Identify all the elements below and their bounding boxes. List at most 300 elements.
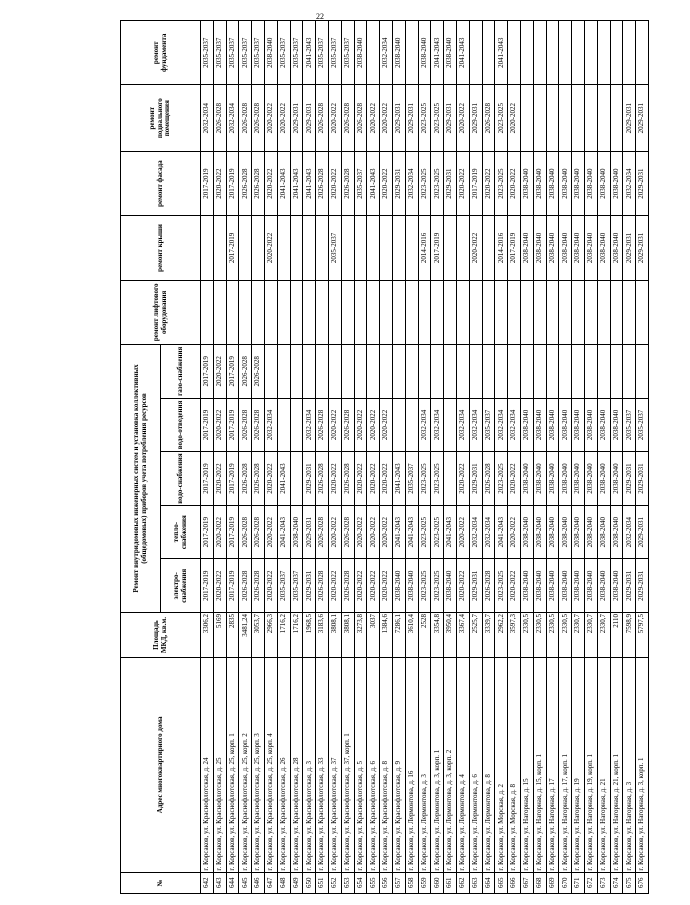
row-water-cell: 2038-2040 xyxy=(597,452,610,506)
row-roof-cell: 2038-2040 xyxy=(584,216,597,280)
row-num-cell: 666 xyxy=(508,872,521,893)
row-address-cell: г. Корсаков, ул. Краснофлотская, д. 25, корп. 4 xyxy=(264,658,277,872)
row-facade-cell: 2026-2028 xyxy=(316,151,329,215)
table-row xyxy=(201,21,214,894)
row-sewer-cell xyxy=(277,398,290,452)
row-roof-cell xyxy=(367,216,380,280)
row-address-cell: г. Корсаков, ул. Нагорная, д. 17 xyxy=(546,658,559,872)
row-electric-cell: 2029-2031 xyxy=(303,559,316,613)
row-roof-cell: 2017-2019 xyxy=(508,216,521,280)
row-lift-cell xyxy=(418,280,431,344)
row-foundation-cell: 2038-2040 xyxy=(392,21,405,85)
table-row xyxy=(367,21,380,894)
table-row xyxy=(328,21,341,894)
row-electric-cell: 2038-2040 xyxy=(572,559,585,613)
row-heat-cell: 2032-2034 xyxy=(469,505,482,559)
row-basement-cell xyxy=(559,85,572,151)
row-foundation-cell: 2035-2037 xyxy=(213,21,226,85)
row-num-cell: 664 xyxy=(482,872,495,893)
row-address-cell: г. Корсаков, ул. Морская, д. 2 xyxy=(495,658,508,872)
row-facade-cell: 2038-2040 xyxy=(533,151,546,215)
row-num-cell: 662 xyxy=(456,872,469,893)
row-electric-cell: 2020-2022 xyxy=(354,559,367,613)
row-address-cell: г. Корсаков, ул. Краснофлотская, д. 28 xyxy=(290,658,303,872)
row-lift-cell xyxy=(623,280,636,344)
row-lift-cell xyxy=(354,280,367,344)
row-basement-cell: 2020-2022 xyxy=(264,85,277,151)
row-num-cell: 656 xyxy=(380,872,393,893)
row-sewer-cell: 2026-2028 xyxy=(341,398,354,452)
row-sewer-cell: 2017-2019 xyxy=(226,398,239,452)
row-area-cell: 7286,1 xyxy=(392,613,405,658)
row-gas-cell xyxy=(520,344,533,398)
row-heat-cell: 2041-2043 xyxy=(392,505,405,559)
row-num-cell: 647 xyxy=(264,872,277,893)
row-gas-cell xyxy=(392,344,405,398)
row-water-cell: 2020-2022 xyxy=(456,452,469,506)
row-heat-cell: 2020-2022 xyxy=(264,505,277,559)
row-roof-cell: 2038-2040 xyxy=(597,216,610,280)
row-roof-cell xyxy=(380,216,393,280)
table-row xyxy=(354,21,367,894)
row-gas-cell xyxy=(597,344,610,398)
row-area-cell: 3354,8 xyxy=(431,613,444,658)
row-facade-cell: 2020-2022 xyxy=(264,151,277,215)
row-foundation-cell: 2041-2043 xyxy=(456,21,469,85)
row-facade-cell: 2038-2040 xyxy=(610,151,623,215)
row-facade-cell: 2026-2028 xyxy=(252,151,265,215)
row-foundation-cell xyxy=(405,21,418,85)
row-foundation-cell: 2041-2043 xyxy=(303,21,316,85)
row-facade-cell: 2032-2034 xyxy=(623,151,636,215)
row-gas-cell: 2026-2028 xyxy=(252,344,265,398)
row-foundation-cell xyxy=(367,21,380,85)
row-heat-cell: 2032-2034 xyxy=(482,505,495,559)
header-num: № xyxy=(121,872,201,893)
row-num-cell: 674 xyxy=(610,872,623,893)
row-electric-cell: 2029-2031 xyxy=(636,559,649,613)
row-sewer-cell: 2020-2022 xyxy=(380,398,393,452)
row-facade-cell: 2023-2025 xyxy=(431,151,444,215)
row-facade-cell: 2038-2040 xyxy=(597,151,610,215)
row-lift-cell xyxy=(239,280,252,344)
row-facade-cell: 2017-2019 xyxy=(469,151,482,215)
row-lift-cell xyxy=(264,280,277,344)
row-heat-cell: 2020-2022 xyxy=(456,505,469,559)
row-basement-cell xyxy=(610,85,623,151)
row-sewer-cell: 2038-2040 xyxy=(546,398,559,452)
page-number: 22 xyxy=(316,12,324,21)
row-num-cell: 644 xyxy=(226,872,239,893)
row-water-cell: 2038-2040 xyxy=(559,452,572,506)
row-gas-cell xyxy=(264,344,277,398)
table-row xyxy=(546,21,559,894)
row-facade-cell: 2020-2022 xyxy=(508,151,521,215)
row-gas-cell xyxy=(418,344,431,398)
row-roof-cell: 2038-2040 xyxy=(533,216,546,280)
row-num-cell: 650 xyxy=(303,872,316,893)
row-heat-cell: 2038-2040 xyxy=(533,505,546,559)
header-area: Площадь МКД, кв.м. xyxy=(121,613,201,658)
row-foundation-cell: 2035-2037 xyxy=(316,21,329,85)
row-roof-cell xyxy=(405,216,418,280)
row-lift-cell xyxy=(367,280,380,344)
row-facade-cell: 2020-2022 xyxy=(328,151,341,215)
row-address-cell: г. Корсаков, ул. Нагорная, д. 21 xyxy=(597,658,610,872)
row-gas-cell: 2026-2028 xyxy=(239,344,252,398)
row-sewer-cell: 2038-2040 xyxy=(533,398,546,452)
row-foundation-cell: 2038-2040 xyxy=(418,21,431,85)
row-heat-cell: 2041-2043 xyxy=(495,505,508,559)
row-water-cell: 2020-2022 xyxy=(367,452,380,506)
row-water-cell: 2023-2025 xyxy=(495,452,508,506)
row-water-cell: 2026-2028 xyxy=(341,452,354,506)
row-area-cell: 2330,5 xyxy=(533,613,546,658)
row-electric-cell: 2023-2025 xyxy=(431,559,444,613)
row-electric-cell: 2020-2022 xyxy=(508,559,521,613)
row-water-cell: 2038-2040 xyxy=(533,452,546,506)
table-row xyxy=(597,21,610,894)
row-num-cell: 657 xyxy=(392,872,405,893)
row-sewer-cell: 2032-2034 xyxy=(418,398,431,452)
table-row xyxy=(508,21,521,894)
row-roof-cell xyxy=(456,216,469,280)
row-water-cell: 2026-2028 xyxy=(252,452,265,506)
row-basement-cell: 2032-2034 xyxy=(201,85,214,151)
table-header xyxy=(121,21,201,894)
row-sewer-cell: 2020-2022 xyxy=(213,398,226,452)
row-water-cell: 2041-2043 xyxy=(277,452,290,506)
row-roof-cell: 2029-2031 xyxy=(636,216,649,280)
row-gas-cell xyxy=(290,344,303,398)
row-area-cell: 3367,4 xyxy=(456,613,469,658)
row-gas-cell xyxy=(533,344,546,398)
row-basement-cell: 2029-2031 xyxy=(636,85,649,151)
table-row xyxy=(431,21,444,894)
row-basement-cell: 2029-2031 xyxy=(469,85,482,151)
row-foundation-cell: 2041-2043 xyxy=(431,21,444,85)
row-num-cell: 653 xyxy=(341,872,354,893)
row-area-cell: 2330,7 xyxy=(584,613,597,658)
row-heat-cell: 2029-2031 xyxy=(636,505,649,559)
row-num-cell: 667 xyxy=(520,872,533,893)
row-num-cell: 659 xyxy=(418,872,431,893)
table-row xyxy=(239,21,252,894)
row-lift-cell xyxy=(316,280,329,344)
row-water-cell: 2017-2019 xyxy=(226,452,239,506)
row-address-cell: г. Корсаков, ул. Лермонтова, д. 3, корп. 2 xyxy=(444,658,457,872)
row-gas-cell xyxy=(610,344,623,398)
row-lift-cell xyxy=(508,280,521,344)
row-water-cell: 2038-2040 xyxy=(584,452,597,506)
row-address-cell: г. Корсаков, ул. Нагорная, д. 3 xyxy=(623,658,636,872)
table-row xyxy=(380,21,393,894)
row-heat-cell: 2020-2022 xyxy=(213,505,226,559)
row-lift-cell xyxy=(290,280,303,344)
row-address-cell: г. Корсаков, ул. Нагорная, д. 21, корп. 1 xyxy=(610,658,623,872)
row-lift-cell xyxy=(303,280,316,344)
row-sewer-cell xyxy=(290,398,303,452)
row-roof-cell: 2029-2031 xyxy=(623,216,636,280)
row-lift-cell xyxy=(252,280,265,344)
row-foundation-cell xyxy=(559,21,572,85)
row-address-cell: г. Корсаков, ул. Краснофлотская, д. 37, корп. 1 xyxy=(341,658,354,872)
row-water-cell: 2023-2025 xyxy=(418,452,431,506)
row-lift-cell xyxy=(610,280,623,344)
row-heat-cell: 2017-2019 xyxy=(226,505,239,559)
row-gas-cell xyxy=(354,344,367,398)
row-lift-cell xyxy=(392,280,405,344)
row-foundation-cell: 2038-2040 xyxy=(444,21,457,85)
row-electric-cell: 2038-2040 xyxy=(559,559,572,613)
table-row xyxy=(341,21,354,894)
row-basement-cell: 2029-2031 xyxy=(623,85,636,151)
row-area-cell: 2330,7 xyxy=(597,613,610,658)
row-foundation-cell xyxy=(584,21,597,85)
row-address-cell: г. Корсаков, ул. Краснофлотская, д. 25, корп. 2 xyxy=(239,658,252,872)
row-roof-cell xyxy=(303,216,316,280)
row-num-cell: 643 xyxy=(213,872,226,893)
row-address-cell: г. Корсаков, ул. Лермонтова, д. 8 xyxy=(482,658,495,872)
row-water-cell: 2029-2031 xyxy=(469,452,482,506)
row-gas-cell xyxy=(495,344,508,398)
row-water-cell: 2020-2022 xyxy=(213,452,226,506)
row-basement-cell: 2020-2022 xyxy=(277,85,290,151)
row-num-cell: 661 xyxy=(444,872,457,893)
row-sewer-cell: 2020-2022 xyxy=(354,398,367,452)
row-heat-cell: 2038-2040 xyxy=(546,505,559,559)
row-num-cell: 654 xyxy=(354,872,367,893)
row-facade-cell: 2029-2031 xyxy=(392,151,405,215)
row-num-cell: 646 xyxy=(252,872,265,893)
row-electric-cell: 2026-2028 xyxy=(239,559,252,613)
row-water-cell: 2026-2028 xyxy=(239,452,252,506)
row-sewer-cell: 2032-2034 xyxy=(456,398,469,452)
table-body xyxy=(201,21,649,894)
row-water-cell: 2038-2040 xyxy=(546,452,559,506)
header-facade: ремонт фасада xyxy=(121,151,201,215)
row-area-cell: 5797,5 xyxy=(636,613,649,658)
row-gas-cell xyxy=(328,344,341,398)
row-foundation-cell: 2035-2037 xyxy=(290,21,303,85)
row-area-cell: 3950,4 xyxy=(444,613,457,658)
row-roof-cell xyxy=(277,216,290,280)
row-heat-cell: 2029-2031 xyxy=(303,505,316,559)
row-foundation-cell: 2038-2040 xyxy=(264,21,277,85)
row-electric-cell: 2026-2028 xyxy=(252,559,265,613)
row-sewer-cell xyxy=(405,398,418,452)
row-roof-cell: 2017-2019 xyxy=(431,216,444,280)
row-lift-cell xyxy=(380,280,393,344)
row-gas-cell xyxy=(623,344,636,398)
row-num-cell: 672 xyxy=(584,872,597,893)
row-address-cell: г. Корсаков, ул. Нагорная, д. 15, корп. 1 xyxy=(533,658,546,872)
row-electric-cell: 2017-2019 xyxy=(201,559,214,613)
row-lift-cell xyxy=(226,280,239,344)
row-sewer-cell: 2038-2040 xyxy=(597,398,610,452)
row-lift-cell xyxy=(201,280,214,344)
row-num-cell: 663 xyxy=(469,872,482,893)
row-facade-cell: 2017-2019 xyxy=(201,151,214,215)
row-sewer-cell: 2038-2040 xyxy=(584,398,597,452)
row-basement-cell xyxy=(520,85,533,151)
row-facade-cell: 2038-2040 xyxy=(572,151,585,215)
row-electric-cell: 2020-2022 xyxy=(367,559,380,613)
row-electric-cell: 2038-2040 xyxy=(520,559,533,613)
row-area-cell: 2835 xyxy=(226,613,239,658)
row-num-cell: 648 xyxy=(277,872,290,893)
row-basement-cell: 2026-2028 xyxy=(213,85,226,151)
row-water-cell: 2023-2025 xyxy=(431,452,444,506)
row-foundation-cell xyxy=(508,21,521,85)
row-sewer-cell: 2038-2040 xyxy=(572,398,585,452)
row-basement-cell: 2023-2025 xyxy=(418,85,431,151)
row-area-cell: 2330,5 xyxy=(559,613,572,658)
row-electric-cell: 2020-2022 xyxy=(456,559,469,613)
row-area-cell: 2966,3 xyxy=(264,613,277,658)
row-gas-cell xyxy=(482,344,495,398)
row-foundation-cell xyxy=(520,21,533,85)
row-foundation-cell xyxy=(623,21,636,85)
row-address-cell: г. Корсаков, ул. Лермонтова, д. 3 xyxy=(418,658,431,872)
table-row xyxy=(277,21,290,894)
row-heat-cell: 2026-2028 xyxy=(341,505,354,559)
row-num-cell: 665 xyxy=(495,872,508,893)
row-area-cell: 2330,7 xyxy=(572,613,585,658)
row-area-cell: 3339,7 xyxy=(482,613,495,658)
row-electric-cell: 2038-2040 xyxy=(610,559,623,613)
row-heat-cell: 2038-2040 xyxy=(584,505,597,559)
table-row xyxy=(533,21,546,894)
row-electric-cell: 2035-2037 xyxy=(290,559,303,613)
row-sewer-cell: 2020-2022 xyxy=(328,398,341,452)
table-row xyxy=(584,21,597,894)
header-roof: ремонт крыши xyxy=(121,216,201,280)
row-foundation-cell: 2035-2037 xyxy=(328,21,341,85)
row-sewer-cell: 2026-2028 xyxy=(252,398,265,452)
row-address-cell: г. Корсаков, ул. Краснофлотская, д. 37 xyxy=(328,658,341,872)
row-sewer-cell: 2032-2034 xyxy=(303,398,316,452)
row-roof-cell: 2017-2019 xyxy=(226,216,239,280)
row-sewer-cell: 2026-2028 xyxy=(316,398,329,452)
row-sewer-cell: 2032-2034 xyxy=(264,398,277,452)
row-address-cell: г. Корсаков, ул. Краснофлотская, д. 25, корп. 1 xyxy=(226,658,239,872)
row-basement-cell: 2026-2028 xyxy=(354,85,367,151)
table-row xyxy=(405,21,418,894)
row-roof-cell xyxy=(201,216,214,280)
header-systems-group: Ремонт внутридомовых инженерных систем и установка коллективных (общедомовых) приборов учета потребления ресурсов xyxy=(121,344,161,612)
row-basement-cell: 2020-2022 xyxy=(367,85,380,151)
row-sewer-cell xyxy=(444,398,457,452)
row-gas-cell xyxy=(559,344,572,398)
table-row xyxy=(482,21,495,894)
row-area-cell: 3037 xyxy=(367,613,380,658)
table-row xyxy=(469,21,482,894)
row-address-cell: г. Корсаков, ул. Морская, д. 8 xyxy=(508,658,521,872)
row-water-cell: 2020-2022 xyxy=(328,452,341,506)
row-num-cell: 649 xyxy=(290,872,303,893)
row-gas-cell xyxy=(316,344,329,398)
row-heat-cell: 2020-2022 xyxy=(354,505,367,559)
table-row xyxy=(252,21,265,894)
row-area-cell: 1384,6 xyxy=(380,613,393,658)
row-water-cell: 2020-2022 xyxy=(354,452,367,506)
row-gas-cell xyxy=(431,344,444,398)
row-sewer-cell: 2038-2040 xyxy=(559,398,572,452)
rotated-table-container xyxy=(120,20,690,894)
row-area-cell: 3183,6 xyxy=(316,613,329,658)
row-lift-cell xyxy=(584,280,597,344)
row-electric-cell: 2038-2040 xyxy=(597,559,610,613)
row-heat-cell: 2026-2028 xyxy=(316,505,329,559)
row-facade-cell: 2020-2022 xyxy=(213,151,226,215)
row-water-cell: 2029-2031 xyxy=(623,452,636,506)
row-sewer-cell: 2026-2028 xyxy=(239,398,252,452)
row-heat-cell: 2038-2040 xyxy=(572,505,585,559)
row-electric-cell: 2020-2022 xyxy=(380,559,393,613)
row-foundation-cell: 2035-2037 xyxy=(341,21,354,85)
row-water-cell: 2035-2037 xyxy=(405,452,418,506)
row-foundation-cell xyxy=(597,21,610,85)
row-foundation-cell xyxy=(572,21,585,85)
row-facade-cell: 2035-2037 xyxy=(354,151,367,215)
row-lift-cell xyxy=(328,280,341,344)
row-water-cell: 2029-2031 xyxy=(303,452,316,506)
row-facade-cell: 2038-2040 xyxy=(584,151,597,215)
row-roof-cell xyxy=(444,216,457,280)
header-gas: газо-снабжения xyxy=(161,344,201,398)
row-address-cell: г. Корсаков, ул. Нагорная, д. 3, корп. 1 xyxy=(636,658,649,872)
row-foundation-cell: 2035-2037 xyxy=(201,21,214,85)
row-address-cell: г. Корсаков, ул. Краснофлотская, д. 6 xyxy=(367,658,380,872)
row-basement-cell xyxy=(533,85,546,151)
row-facade-cell: 2041-2043 xyxy=(290,151,303,215)
row-roof-cell xyxy=(252,216,265,280)
row-area-cell: 2110 xyxy=(610,613,623,658)
row-water-cell: 2041-2043 xyxy=(392,452,405,506)
row-roof-cell: 2038-2040 xyxy=(559,216,572,280)
row-heat-cell: 2038-2040 xyxy=(597,505,610,559)
row-basement-cell: 2020-2022 xyxy=(328,85,341,151)
row-water-cell xyxy=(444,452,457,506)
row-foundation-cell xyxy=(469,21,482,85)
row-sewer-cell: 2038-2040 xyxy=(520,398,533,452)
row-heat-cell: 2026-2028 xyxy=(252,505,265,559)
row-basement-cell xyxy=(546,85,559,151)
row-address-cell: г. Корсаков, ул. Лермонтова, д. 4 xyxy=(456,658,469,872)
row-electric-cell: 2020-2022 xyxy=(328,559,341,613)
row-lift-cell xyxy=(405,280,418,344)
row-foundation-cell xyxy=(610,21,623,85)
row-roof-cell: 2038-2040 xyxy=(520,216,533,280)
row-gas-cell xyxy=(636,344,649,398)
row-water-cell: 2017-2019 xyxy=(201,452,214,506)
row-gas-cell xyxy=(508,344,521,398)
row-area-cell: 2525,7 xyxy=(469,613,482,658)
table-row xyxy=(316,21,329,894)
row-facade-cell: 2032-2034 xyxy=(405,151,418,215)
row-roof-cell: 2014-2016 xyxy=(495,216,508,280)
row-roof-cell: 2035-2037 xyxy=(328,216,341,280)
row-basement-cell: 2032-2034 xyxy=(226,85,239,151)
row-electric-cell: 2038-2040 xyxy=(546,559,559,613)
row-basement-cell: 2026-2028 xyxy=(341,85,354,151)
row-lift-cell xyxy=(444,280,457,344)
table-row xyxy=(392,21,405,894)
row-sewer-cell: 2032-2034 xyxy=(431,398,444,452)
row-lift-cell xyxy=(482,280,495,344)
table-row xyxy=(520,21,533,894)
